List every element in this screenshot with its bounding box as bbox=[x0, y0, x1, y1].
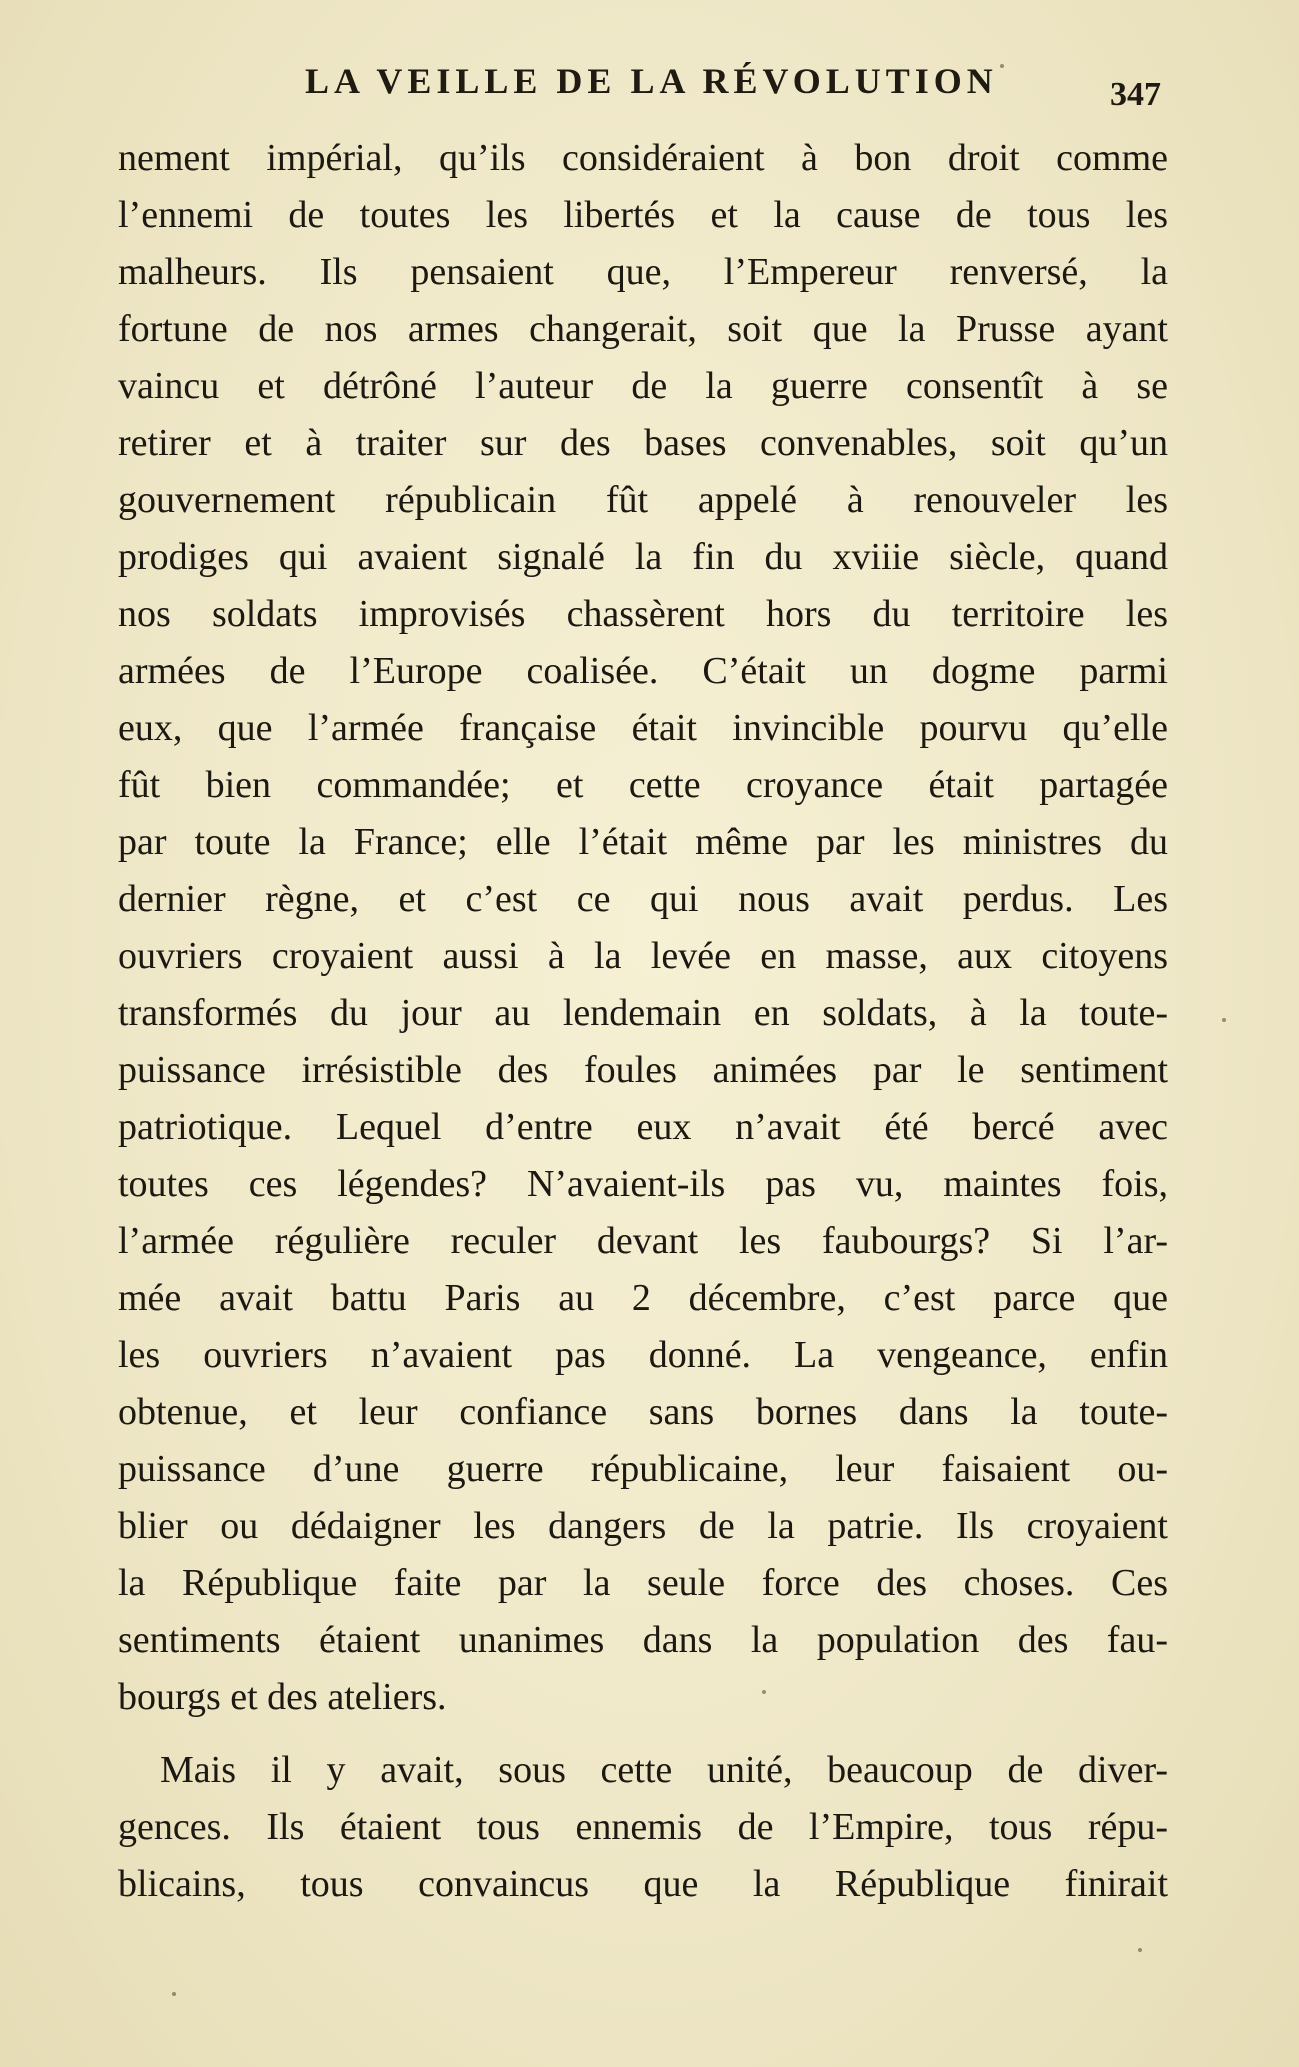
paper-speck bbox=[1000, 64, 1004, 68]
text-line: fortune de nos armes changerait, soit que la Prusse ayant bbox=[118, 308, 1168, 350]
paper-speck bbox=[1222, 1018, 1226, 1022]
paper-speck bbox=[762, 1690, 766, 1694]
text-line: sentiments étaient unanimes dans la population des fau- bbox=[118, 1619, 1168, 1661]
text-line: mée avait battu Paris au 2 décembre, c’est parce que bbox=[118, 1277, 1168, 1319]
text-line: fût bien commandée; et cette croyance était partagée bbox=[118, 764, 1168, 806]
text-line: transformés du jour au lendemain en soldats, à la toute- bbox=[118, 992, 1168, 1034]
text-line: l’ennemi de toutes les libertés et la cause de tous les bbox=[118, 194, 1168, 236]
text-line: nement impérial, qu’ils considéraient à bon droit comme bbox=[118, 137, 1168, 179]
text-line: puissance d’une guerre républicaine, leur faisaient ou- bbox=[118, 1448, 1168, 1490]
page-number: 347 bbox=[1110, 76, 1161, 113]
text-line: armées de l’Europe coalisée. C’était un dogme parmi bbox=[118, 650, 1168, 692]
text-line: nos soldats improvisés chassèrent hors du territoire les bbox=[118, 593, 1168, 635]
text-line: eux, que l’armée française était invincible pourvu qu’elle bbox=[118, 707, 1168, 749]
text-line: patriotique. Lequel d’entre eux n’avait été bercé avec bbox=[118, 1106, 1168, 1148]
body-text bbox=[118, 130, 1168, 1913]
text-line: dernier règne, et c’est ce qui nous avait perdus. Les bbox=[118, 878, 1168, 920]
text-line: obtenue, et leur confiance sans bornes dans la toute- bbox=[118, 1391, 1168, 1433]
running-title: LA VEILLE DE LA RÉVOLUTION bbox=[305, 61, 998, 101]
text-line: l’armée régulière reculer devant les faubourgs? Si l’ar- bbox=[118, 1220, 1168, 1262]
text-line: blicains, tous convaincus que la République finirait bbox=[118, 1863, 1168, 1905]
text-line: gouvernement républicain fût appelé à renouveler les bbox=[118, 479, 1168, 521]
text-line: les ouvriers n’avaient pas donné. La vengeance, enfin bbox=[118, 1334, 1168, 1376]
paragraph-1 bbox=[118, 130, 1168, 1726]
text-line: puissance irrésistible des foules animées par le sentiment bbox=[118, 1049, 1168, 1091]
text-line: gences. Ils étaient tous ennemis de l’Empire, tous répu- bbox=[118, 1806, 1168, 1848]
text-line: bourgs et des ateliers. bbox=[118, 1676, 447, 1718]
text-line: prodiges qui avaient signalé la fin du xviiie siècle, quand bbox=[118, 536, 1168, 578]
text-line: la République faite par la seule force des choses. Ces bbox=[118, 1562, 1168, 1604]
paper-speck bbox=[172, 1992, 176, 1996]
paragraph-2 bbox=[118, 1742, 1168, 1913]
paper-speck bbox=[1138, 1948, 1142, 1952]
text-line: Mais il y avait, sous cette unité, beaucoup de diver- bbox=[160, 1749, 1168, 1791]
text-line: toutes ces légendes? N’avaient-ils pas vu, maintes fois, bbox=[118, 1163, 1168, 1205]
text-line: retirer et à traiter sur des bases convenables, soit qu’un bbox=[118, 422, 1168, 464]
text-line: blier ou dédaigner les dangers de la patrie. Ils croyaient bbox=[118, 1505, 1168, 1547]
text-line: par toute la France; elle l’était même par les ministres du bbox=[118, 821, 1168, 863]
text-line: ouvriers croyaient aussi à la levée en masse, aux citoyens bbox=[118, 935, 1168, 977]
paragraph-spacer bbox=[118, 1726, 1168, 1742]
text-line: vaincu et détrôné l’auteur de la guerre consentît à se bbox=[118, 365, 1168, 407]
text-line: malheurs. Ils pensaient que, l’Empereur renversé, la bbox=[118, 251, 1168, 293]
